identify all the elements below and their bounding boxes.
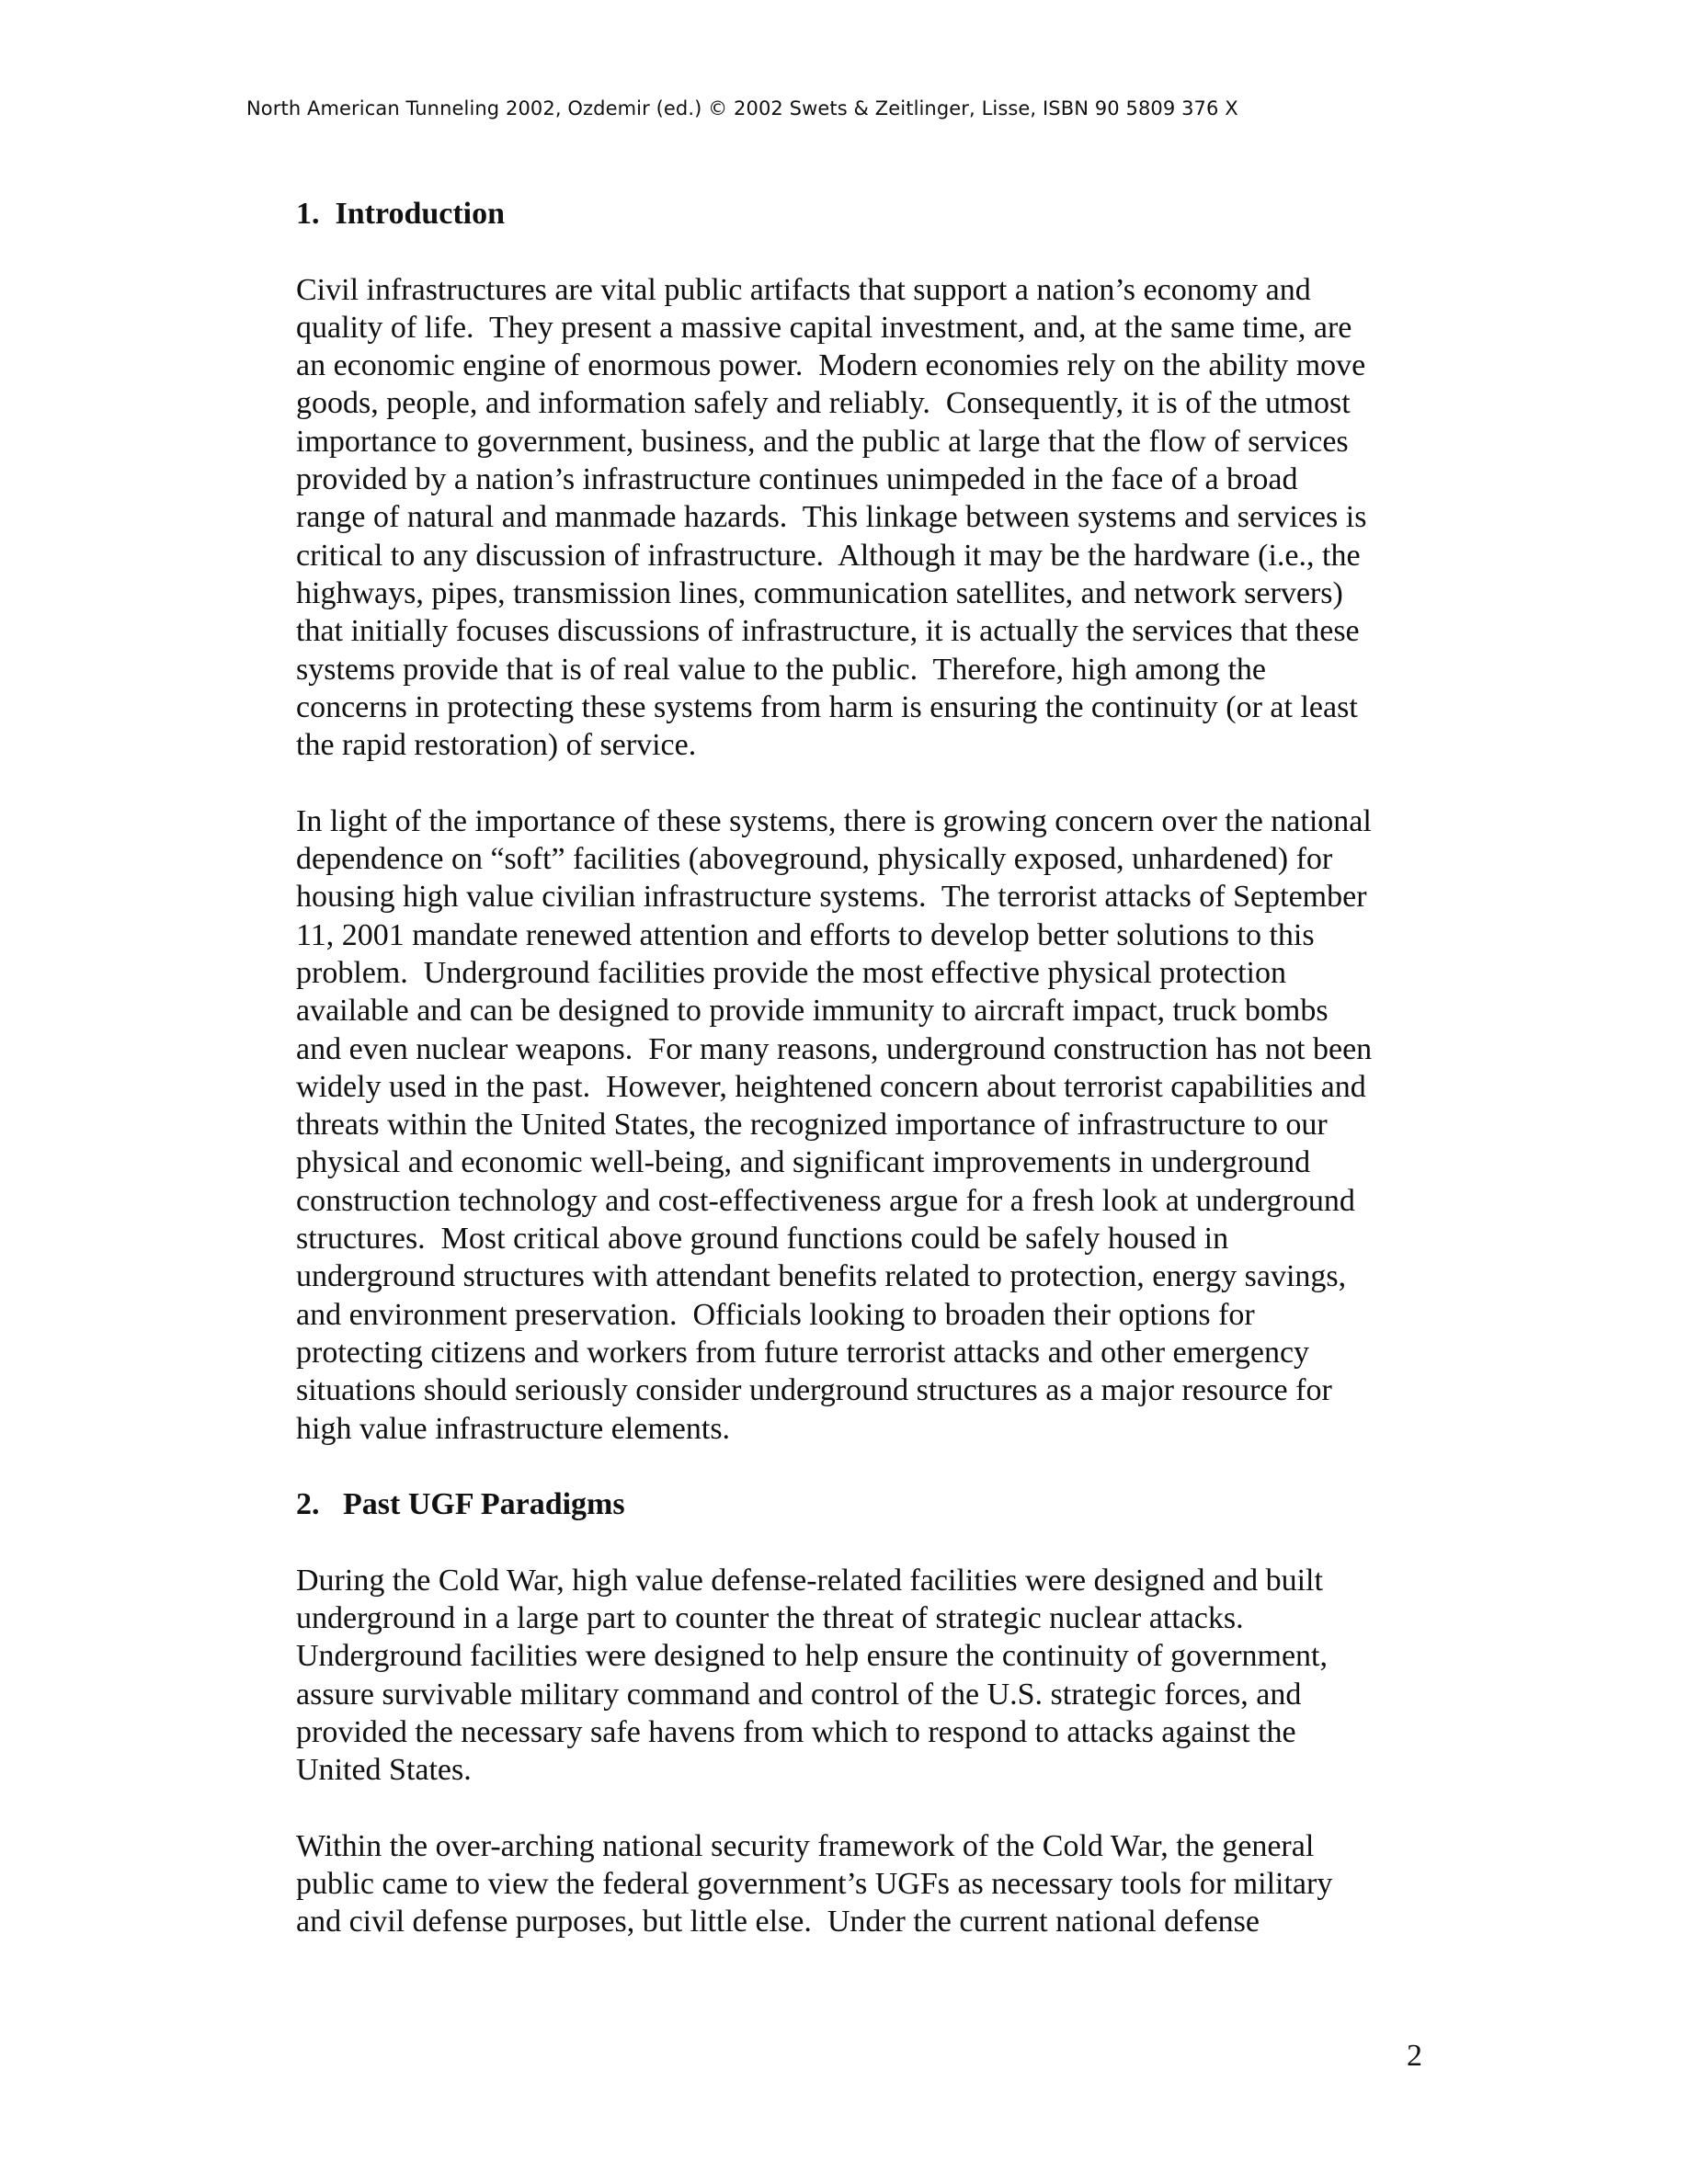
text-line: situations should seriously consider underground structures as a major resource for bbox=[296, 1373, 1332, 1408]
text-line: construction technology and cost-effectiveness argue for a fresh look at underground bbox=[296, 1183, 1355, 1218]
text-line: problem. Underground facilities provide the most effective physical protection bbox=[296, 955, 1286, 990]
text-line: provided the necessary safe havens from which to respond to attacks against the bbox=[296, 1714, 1296, 1749]
text-line: structures. Most critical above ground functions could be safely housed in bbox=[296, 1222, 1229, 1257]
text-line: widely used in the past. However, heightened concern about terrorist capabilities and bbox=[296, 1069, 1366, 1104]
text-line: that initially focuses discussions of infrastructure, it is actually the services that these bbox=[296, 614, 1360, 649]
text-line: physical and economic well-being, and significant improvements in underground bbox=[296, 1145, 1311, 1180]
text-line: underground structures with attendant benefits related to protection, energy savings, bbox=[296, 1259, 1347, 1294]
text-line: threats within the United States, the recognized importance of infrastructure to our bbox=[296, 1108, 1328, 1143]
text-line: importance to government, business, and the public at large that the flow of services bbox=[296, 424, 1349, 459]
text-line: Underground facilities were designed to help ensure the continuity of government, bbox=[296, 1639, 1328, 1674]
text-line: United States. bbox=[296, 1753, 472, 1788]
text-line: assure survivable military command and control of the U.S. strategic forces, and bbox=[296, 1677, 1302, 1712]
paragraph bbox=[296, 1562, 1445, 1790]
text-line: Civil infrastructures are vital public artifacts that support a nation’s economy and bbox=[296, 272, 1311, 307]
text-line: In light of the importance of these systems, there is growing concern over the national bbox=[296, 803, 1372, 838]
section-heading: 2. Past UGF Paradigms bbox=[296, 1487, 625, 1522]
text-line: dependence on “soft” facilities (aboveground, physically exposed, unhardened) for bbox=[296, 842, 1333, 877]
text-line: 11, 2001 mandate renewed attention and efforts to develop better solutions to this bbox=[296, 917, 1315, 952]
text-line: high value infrastructure elements. bbox=[296, 1411, 731, 1446]
text-line: systems provide that is of real value to the public. Therefore, high among the bbox=[296, 652, 1266, 687]
text-line: concerns in protecting these systems from harm is ensuring the continuity (or at least bbox=[296, 689, 1358, 724]
text-line: and even nuclear weapons. For many reasons, underground construction has not been bbox=[296, 1031, 1373, 1066]
text-line: During the Cold War, high value defense-related facilities were designed and built bbox=[296, 1563, 1323, 1598]
running-header: North American Tunneling 2002, Ozdemir (ed.) © 2002 Swets & Zeitlinger, Lisse, ISBN 90 5809 376 X bbox=[246, 97, 1238, 119]
text-line: range of natural and manmade hazards. This linkage between systems and services is bbox=[296, 500, 1367, 535]
text-line: available and can be designed to provide immunity to aircraft impact, truck bombs bbox=[296, 994, 1329, 1029]
text-line: critical to any discussion of infrastructure. Although it may be the hardware (i.e., the bbox=[296, 538, 1361, 573]
text-line: highways, pipes, transmission lines, communication satellites, and network servers) bbox=[296, 575, 1343, 610]
text-line: goods, people, and information safely and reliably. Consequently, it is of the utmost bbox=[296, 386, 1351, 421]
body-text-column bbox=[296, 195, 1445, 1979]
paragraph bbox=[296, 802, 1445, 1448]
text-line: and civil defense purposes, but little else. Under the current national defense bbox=[296, 1905, 1260, 1939]
text-line: Within the over-arching national security framework of the Cold War, the general bbox=[296, 1828, 1315, 1863]
text-line: and environment preservation. Officials looking to broaden their options for bbox=[296, 1297, 1255, 1332]
section-heading: 1. Introduction bbox=[296, 197, 506, 231]
page-number: 2 bbox=[1407, 2039, 1422, 2073]
text-line: protecting citizens and workers from future terrorist attacks and other emergency bbox=[296, 1335, 1310, 1370]
text-line: public came to view the federal government’s UGFs as necessary tools for military bbox=[296, 1867, 1333, 1902]
text-line: provided by a nation’s infrastructure continues unimpeded in the face of a broad bbox=[296, 462, 1298, 497]
paragraph bbox=[296, 271, 1445, 765]
text-line: the rapid restoration) of service. bbox=[296, 728, 697, 763]
text-line: quality of life. They present a massive capital investment, and, at the same time, are bbox=[296, 310, 1352, 345]
text-line: underground in a large part to counter the threat of strategic nuclear attacks. bbox=[296, 1600, 1244, 1635]
text-line: an economic engine of enormous power. Modern economies rely on the ability move bbox=[296, 348, 1366, 383]
paragraph bbox=[296, 1827, 1445, 1941]
text-line: housing high value civilian infrastructure systems. The terrorist attacks of September bbox=[296, 880, 1367, 915]
